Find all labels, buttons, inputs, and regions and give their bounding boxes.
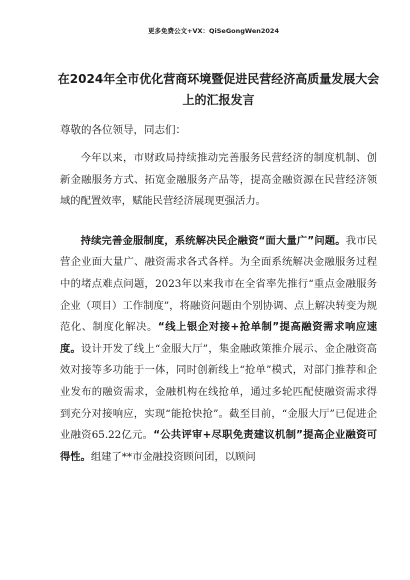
salutation: 尊敬的各位领导，同志们： (60, 124, 186, 136)
text-finance-system: 我市民营企业面大量广、融资需求各式各样。为全面系统解决金融服务过程中的堵点难点问题，2023年以来我市在全省率先推行“重点金融服务企业（项目）工作制度”，将融资问题由个别协调、点上解决转变为规范化、制度化解决。 (60, 234, 378, 334)
text-online-matching: 设计开发了线上“金服大厅”，集金融政策推介展示、金企融资高效对接等多功能于一体，同时创新线上“抢单”模式，对部门推荐和企业发布的融资需求，金融机构在线抢单，通过多轮匹配使融资需求得到充分对接响应，实现“能抢快抢”。截至目前，“金服大厅”已促进企业融资65.22亿元。 (60, 342, 378, 442)
text-public-review: 组建了**市金融投资顾问团，以顾问 (90, 450, 256, 463)
heading-public-review: “公共评审+尽职免责建议机制”提高企业融资可得性。 (60, 429, 377, 463)
paragraph-finance-system (60, 231, 377, 469)
heading-online-matching: “线上银企对接+抢单制”提高融资需求响应速度。 (60, 321, 377, 355)
page-header: 更多免费公文+VX：QiSeGongWen2024 (148, 27, 279, 35)
document-title: 在2024年全市优化营商环境暨促进民营经济高质量发展大会上的汇报发言 (57, 72, 380, 107)
heading-finance-system: 持续完善金服制度，系统解决民企融资“面大量广”问题。 (80, 234, 346, 247)
paragraph-intro: 今年以来，市财政局持续推动完善服务民营经济的制度机制、创新金融服务方式、拓宽金融服务产品等，提高金融资源在民营经济领域的配置效率，赋能民营经济展现更强活力。 (60, 152, 377, 208)
